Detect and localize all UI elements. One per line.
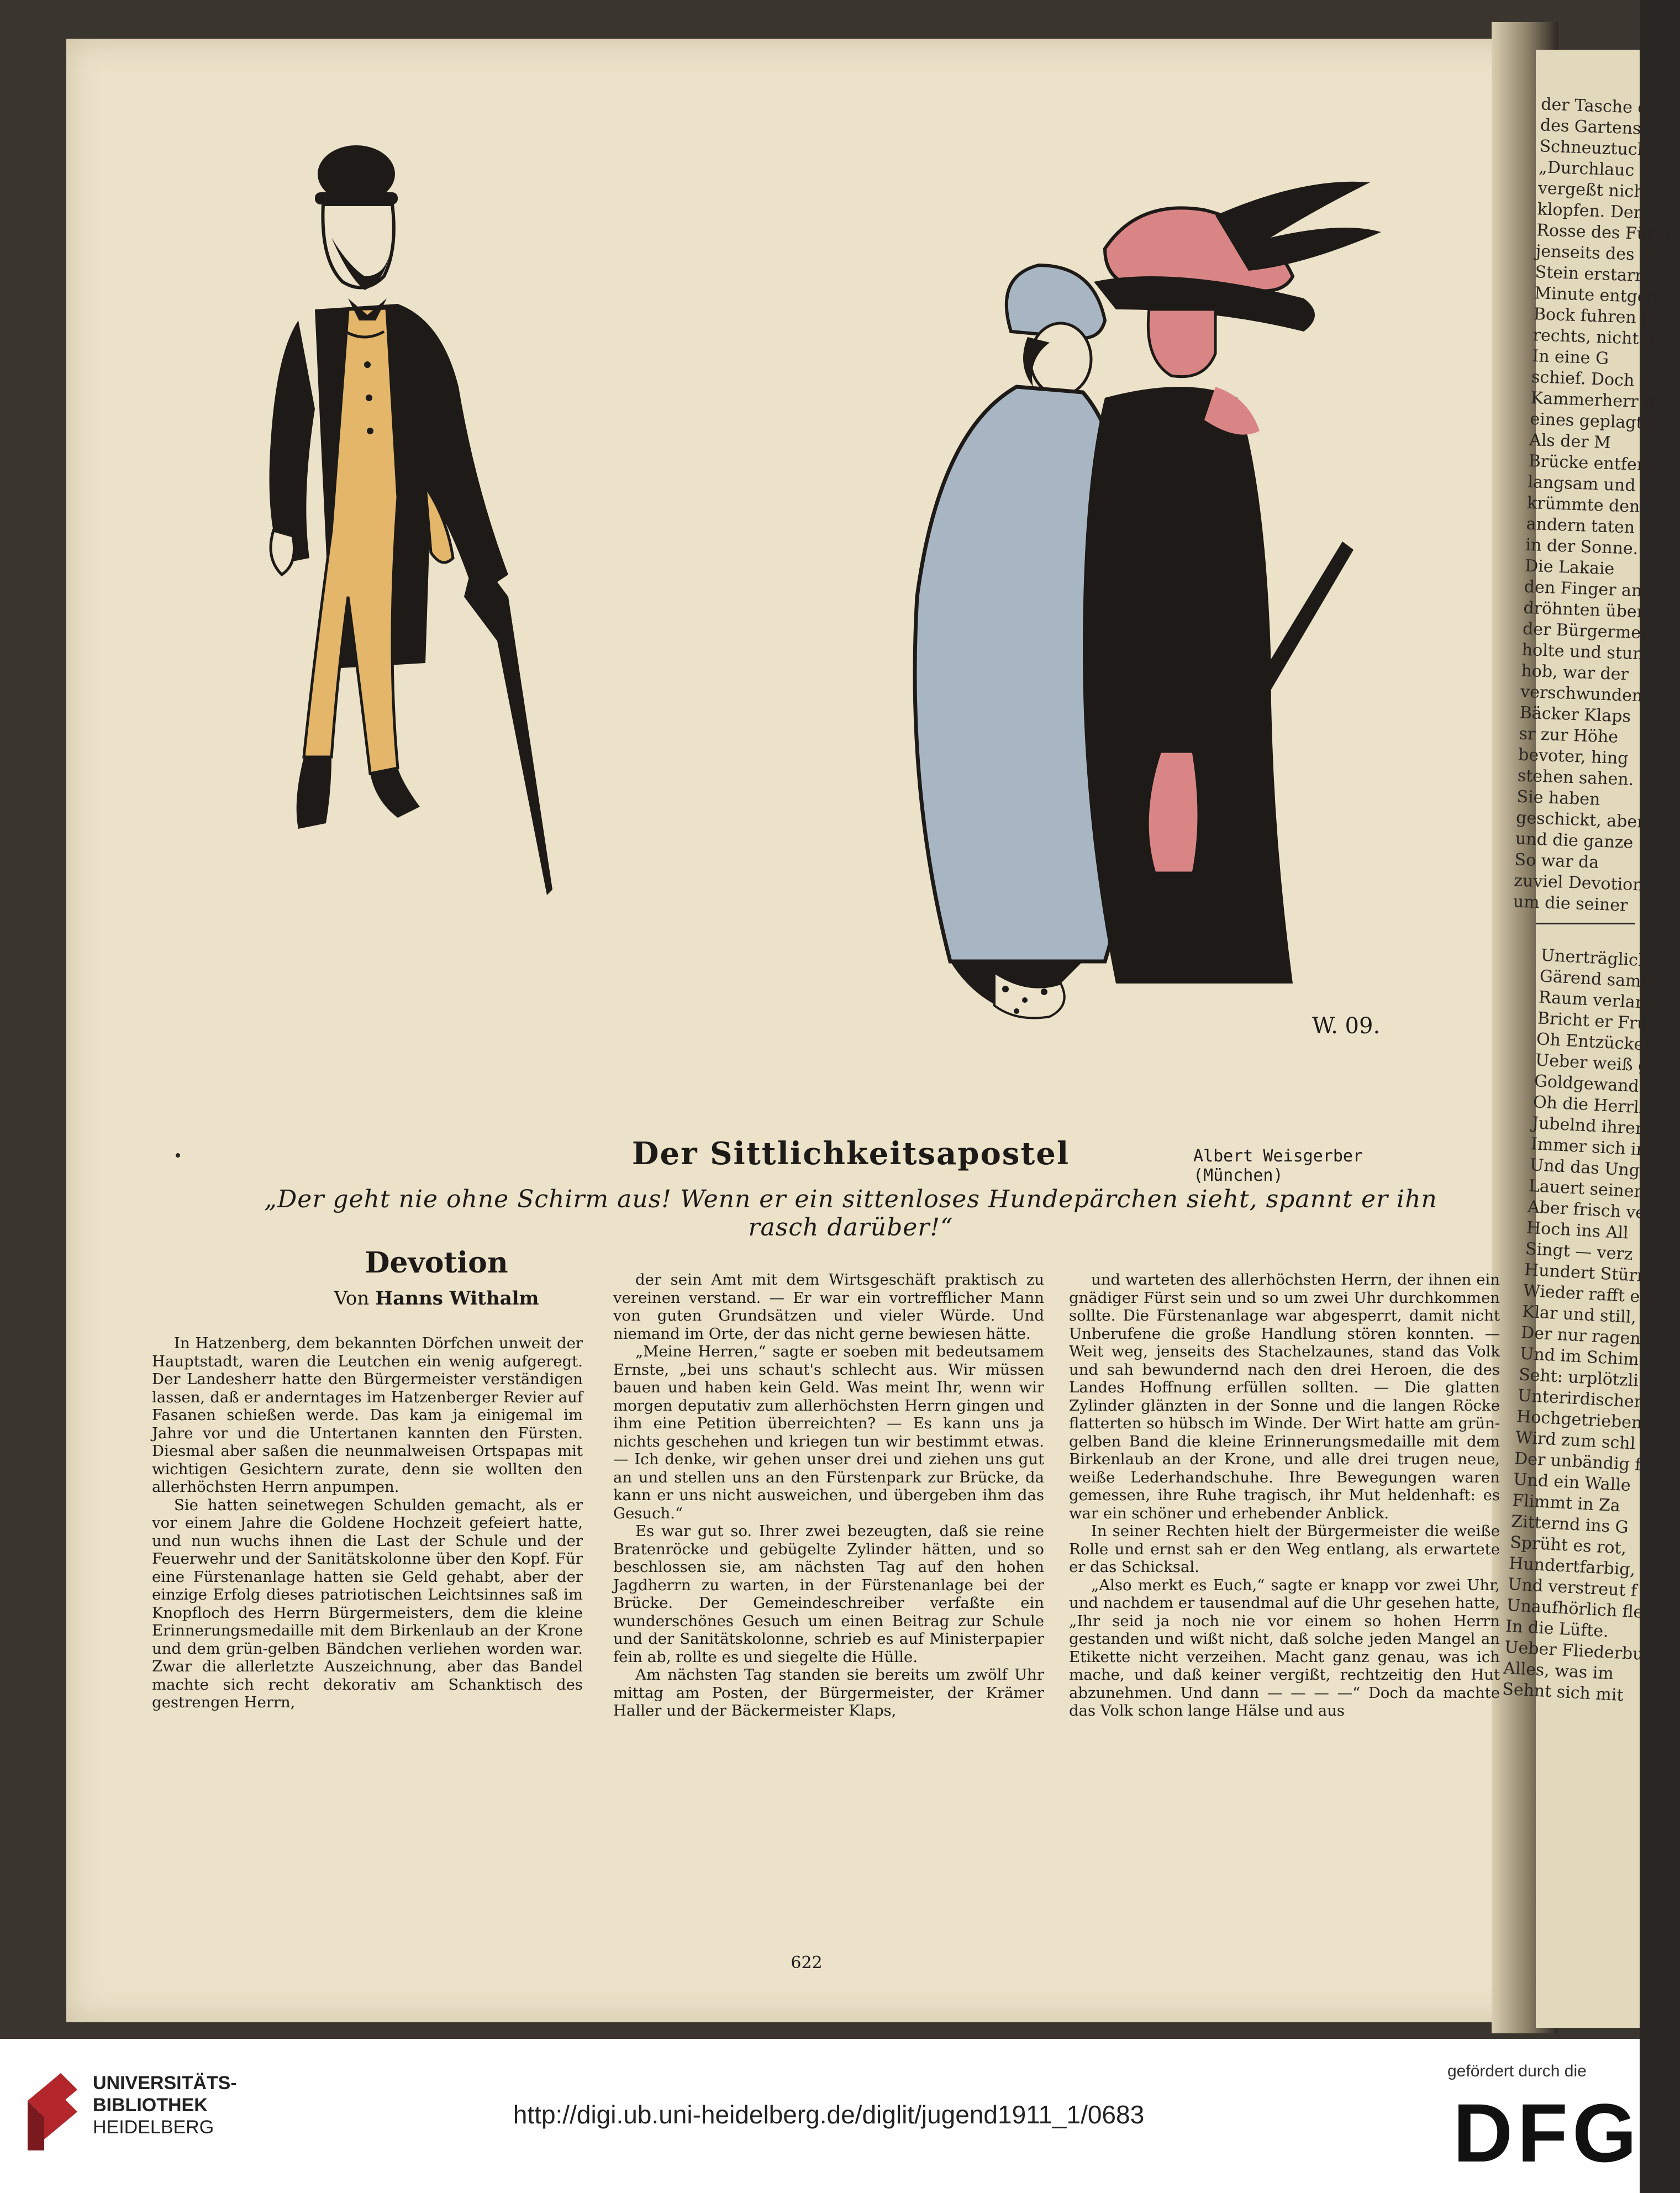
adjacent-page-line: So war da (1514, 850, 1599, 872)
article-paragraph: der sein Amt mit dem Wirtsgeschäft praktisch zu vereinen verstand. — Er war ein vortrefflicher Mann von guten Grundsätzen und vieler Würde. Und niemand im Orte, der das nicht gerne bewiesen hätte. (613, 1271, 1044, 1343)
adjacent-page-line: Kammerherr m (1530, 388, 1660, 413)
adjacent-page-line: Goldgewandet (1534, 1071, 1656, 1097)
illustration (166, 99, 1492, 1149)
article-paragraph: In Hatzenberg, dem bekannten Dörfchen unweit der Hauptstadt, waren die Leutchen ein wenig aufgeregt. Der Landesherr hatte den Bürgermeister verständigen lassen, daß er anderntages im Hatzenberger Revier auf Fasanen schießen werde. Das kam ja einigemal im Jahre vor und die Untertanen kannten den Fürsten. Diesmal aber saßen die neunmalweisen Ortspapas mit wichtigen Gesichtern zurate, denn sie wollten den allerhöchsten Herrn anpumpen. (152, 1334, 583, 1496)
adjacent-page-line: Brücke entfern (1528, 451, 1656, 475)
adjacent-page-line: Klar und still, (1521, 1302, 1637, 1328)
adjacent-page-line: eines geplagte (1529, 409, 1653, 433)
article-paragraph: Es war gut so. Ihrer zwei bezeugten, daß sie reine Bratenröcke und gebügelte Zylinder hätten, und so beschlossen sie, am nächsten Tag auf den hohen Jagdherrn zu warten, in der Fürstenanlage bei der Brücke. Der Gemeindeschreiber verfaßte ein wunderschönes Gesuch um einen Beitrag zur Schule und der Sanitätskolonne, schrieb es auf Ministerpapier fein ab, rollte es und siegelte die Hülle. (613, 1522, 1044, 1666)
adjacent-page-line: Der unbändig f (1514, 1449, 1642, 1475)
byline-author: Hanns Withalm (375, 1287, 539, 1310)
adjacent-page-line: Schneuztuch. (1539, 136, 1654, 160)
adjacent-page-line: Hundert Stürr (1524, 1260, 1646, 1286)
adjacent-page-line: Alles, was im (1503, 1658, 1614, 1684)
adjacent-page-line: Und ein Walle (1513, 1470, 1631, 1496)
adjacent-page-line: rechts, nicht li (1532, 325, 1655, 349)
adjacent-page-line: Oh die Herrli (1532, 1092, 1645, 1118)
article-paragraph: „Also merkt es Euch,“ sagte er knapp vor zwei Uhr, und nachdem er tausendmal auf die Uhr gesehen hatte, „Ihr seid ja noch nie vor einem so hohen Herrn gestanden und wißt nicht, daß solche jeden Mangel an Etikette nicht verzeihen. Macht ganz genau, was ich mache, und daß keiner vergißt, rechtzeitig den Hut abzunehmen. Und dann — — — —“ Doch da machte das Volk schon lange Hälse und aus (1069, 1576, 1500, 1719)
dfg-logo[interactable]: DFG (1453, 2086, 1641, 2179)
adjacent-page-line: Wieder rafft e (1523, 1281, 1641, 1307)
adjacent-page-line: Und verstreut f (1507, 1574, 1637, 1601)
article-title: Devotion (365, 1246, 508, 1280)
adjacent-page-line: hob, war der (1520, 661, 1629, 685)
viewer-footer (0, 2039, 1640, 2193)
adjacent-page-line: bevoter, hing (1518, 745, 1629, 769)
adjacent-page-line: Immer sich ir (1530, 1134, 1645, 1160)
ink-speck (176, 1153, 180, 1158)
adjacent-page-line: Der nur ragen (1520, 1323, 1641, 1349)
adjacent-page-line: Sie haben (1516, 787, 1601, 809)
adjacent-page-line: Oh Entzücken (1536, 1029, 1655, 1055)
article-byline (221, 1287, 652, 1310)
artist-signature: W. 09. (1312, 1013, 1381, 1039)
adjacent-page-line: Unerträglich n (1540, 945, 1665, 972)
article-paragraph: Sie hatten seinetwegen Schulden gemacht, als er vor einem Jahre die Goldene Hochzeit gefeiert hatte, und nun wuchs ihnen die Last der Schule und der Feuerwehr und der Sanitätskolonne über den Kopf. Für eine Fürstenanlage hatten sie Geld gehabt, aber der einzige Erfolg dieses patriotischen Leichtsinnes saß im Knopfloch des Herrn Bürgermeisters, dem die kleine Erinnerungsmedaille mit dem Birkenlaub an der Krone und dem grün-gelben Bändchen verliehen worden war. Zwar die allerletzte Auszeichnung, aber das Bandel machte sich recht dekorativ am Schanktisch des gestrengen Herrn, (152, 1496, 583, 1711)
adjacent-page-line: holte und stun (1521, 640, 1644, 664)
adjacent-page-line: sr zur Höhe (1518, 724, 1619, 747)
adjacent-page-line: Die Lakaie (1524, 556, 1615, 579)
page-number: 622 (791, 1953, 823, 1973)
adjacent-page-line: in der Sonne. (1525, 535, 1639, 559)
library-name[interactable] (93, 2072, 314, 2138)
adjacent-page-line: Sehnt sich mit (1502, 1679, 1624, 1706)
adjacent-page-line: schief. Doch (1531, 367, 1635, 391)
article-column-3 (1069, 1271, 1500, 1720)
article-paragraph: Am nächsten Tag standen sie bereits um zwölf Uhr mittag am Posten, der Bürgermeister, der Krämer Haller und der Bäckermeister Klaps, (613, 1666, 1044, 1719)
article-column-2 (613, 1271, 1044, 1720)
adjacent-page-line: „Durchlauc (1538, 157, 1635, 181)
illustration-gentleman (270, 145, 553, 895)
funding-label: gefördert durch die (1447, 2062, 1587, 2080)
adjacent-page-line: zuviel Devotion (1513, 871, 1644, 895)
library-name-line-2: BIBLIOTHEK (93, 2095, 208, 2116)
adjacent-page-line: Flimmt in Za (1512, 1491, 1621, 1516)
adjacent-page-line: und die ganze (1515, 829, 1634, 853)
article-column-1 (152, 1334, 583, 1712)
adjacent-page-line: Stein erstarrt (1535, 262, 1650, 286)
illustration-ladies (915, 182, 1381, 1018)
adjacent-page-line: andern taten n (1526, 514, 1651, 538)
adjacent-page-line: verschwunden. (1520, 682, 1649, 706)
adjacent-page-line: Ueber Fliederbu (1504, 1637, 1644, 1664)
adjacent-page-line: Rosse des Fürst (1536, 220, 1671, 245)
adjacent-page-line: Unterirdischen (1517, 1386, 1645, 1412)
adjacent-page-line: Hoch ins All (1526, 1218, 1629, 1243)
adjacent-page-line: Lauert seinem (1528, 1176, 1650, 1202)
adjacent-page-line: Als der M (1529, 430, 1611, 453)
library-name-line-3: HEIDELBERG (93, 2117, 214, 2138)
adjacent-page-line: In eine G (1531, 346, 1609, 369)
adjacent-page-line: stehen sahen. - (1517, 766, 1645, 790)
adjacent-page-line: Singt — verz (1525, 1239, 1634, 1264)
library-name-line-1: UNIVERSITÄTS- (93, 2073, 237, 2094)
artist-credit: Albert Weisgerber (München) (1193, 1147, 1363, 1185)
adjacent-page-line: Minute entgeg (1534, 283, 1658, 307)
adjacent-page-text-top (1507, 94, 1675, 917)
adjacent-page-line: klopfen. Den (1537, 199, 1645, 223)
adjacent-page-line: den Finger an (1524, 577, 1642, 601)
adjacent-page-line: Hundertfarbig, (1508, 1554, 1636, 1580)
adjacent-page-line: Aber frisch ve (1527, 1197, 1646, 1223)
adjacent-page-line: jenseits des Z (1535, 241, 1652, 265)
adjacent-page-line: langsam und (1527, 472, 1636, 496)
article-paragraph: In seiner Rechten hielt der Bürgermeister die weiße Rolle und ernst sah er den Weg entlang, als erwartete er das Schicksal. (1069, 1522, 1500, 1576)
adjacent-page-line: Zitternd ins G (1510, 1512, 1629, 1538)
adjacent-page-line: krümmte den (1526, 493, 1641, 517)
adjacent-page-line: der Bürgermei (1522, 619, 1647, 643)
adjacent-page-line: Unaufhörlich fle (1506, 1595, 1644, 1622)
adjacent-page-line: der Tasche de (1540, 94, 1659, 118)
byline-prefix: Von (334, 1287, 370, 1310)
cartoon-caption: „Der geht nie ohne Schirm aus! Wenn er ein sittenloses Hundepärchen sieht, spannt er ihn rasch darüber!“ (264, 1185, 1437, 1242)
adjacent-page-fragment (1502, 50, 1671, 2028)
article-paragraph: „Meine Herren,“ sagte er soeben mit bedeutsamem Ernste, „bei uns schaut's schlecht aus. Wir müssen bauen und haben kein Geld. Was meint Ihr, wenn wir morgen deputativ zum allerhöchsten Herrn gingen und ihm eine Petition überreichten? — Es kann uns ja nichts geschehen und kriegen tun wir bestimmt etwas. — Ich denke, wir gehen unser drei und ziehen uns gut an und stellen uns an den Fürstenpark zur Brücke, da kann er uns nicht ausweichen, und übergeben ihm das Gesuch.“ (613, 1343, 1044, 1522)
library-logo-icon (22, 2068, 83, 2156)
adjacent-page-line: Und das Ung (1529, 1155, 1640, 1181)
adjacent-page-line: Ueber weiß g (1535, 1050, 1650, 1076)
adjacent-page-rule (1536, 923, 1635, 924)
adjacent-page-line: Sprüht es rot, (1509, 1533, 1627, 1559)
adjacent-page-line: Bricht er Frü (1537, 1008, 1649, 1034)
adjacent-page-line: Bäcker Klaps (1519, 703, 1631, 727)
adjacent-page-line: um die seiner (1513, 892, 1629, 916)
adjacent-page-line: dröhnten über (1523, 598, 1645, 622)
adjacent-page-line: Wird zum schl (1515, 1428, 1636, 1454)
adjacent-page-line: Jubelnd ihren (1531, 1113, 1647, 1139)
cartoon-title: Der Sittlichkeitsapostel (631, 1135, 1070, 1172)
adjacent-page-line: Raum verlang (1538, 987, 1657, 1013)
adjacent-page-line: Bock fuhren g (1533, 304, 1653, 328)
adjacent-page-line: geschickt, aber (1515, 808, 1646, 832)
adjacent-page-line: vergeßt nicht (1537, 178, 1652, 202)
adjacent-page-line: des Gartens (1540, 115, 1642, 139)
adjacent-page-line: In die Lüfte. (1505, 1616, 1609, 1642)
permalink-url[interactable]: http://digi.ub.uni-heidelberg.de/diglit/jugend1911_1/0683 (513, 2100, 1145, 2129)
adjacent-page-line: Gärend samm (1539, 966, 1657, 992)
adjacent-page-line: Und im Schim (1519, 1344, 1640, 1370)
article-paragraph: und warteten des allerhöchsten Herrn, der ihnen ein gnädiger Fürst sein und so um zwei Uhr durchkommen sollte. Die Fürstenanlage war abgesperrt, damit nicht Unberufene die große Handlung stören konnten. — Weit weg, jenseits des Stachelzaunes, stand das Volk und sah bewundernd nach den drei Heroen, die des Landes Hoffnung erfüllen sollten. — Die glatten Zylinder glänzten in der Sonne und die langen Röcke flatterten so hübsch im Winde. Der Wirt hatte am grün-gelben Band die kleine Erinnerungsmedaille mit dem Birkenlaub an der Krone, und alle drei trugen neue, weiße Lederhandschuhe. Ihre Bewegungen waren gemessen, ihre Ruhe tragisch, ihr Mut heldenhaft: es war ein schöner und erhebender Anblick. (1069, 1271, 1500, 1522)
adjacent-page-line: Seht: urplötzli (1518, 1365, 1639, 1391)
adjacent-page-line: Hochgetrieben (1516, 1407, 1643, 1433)
